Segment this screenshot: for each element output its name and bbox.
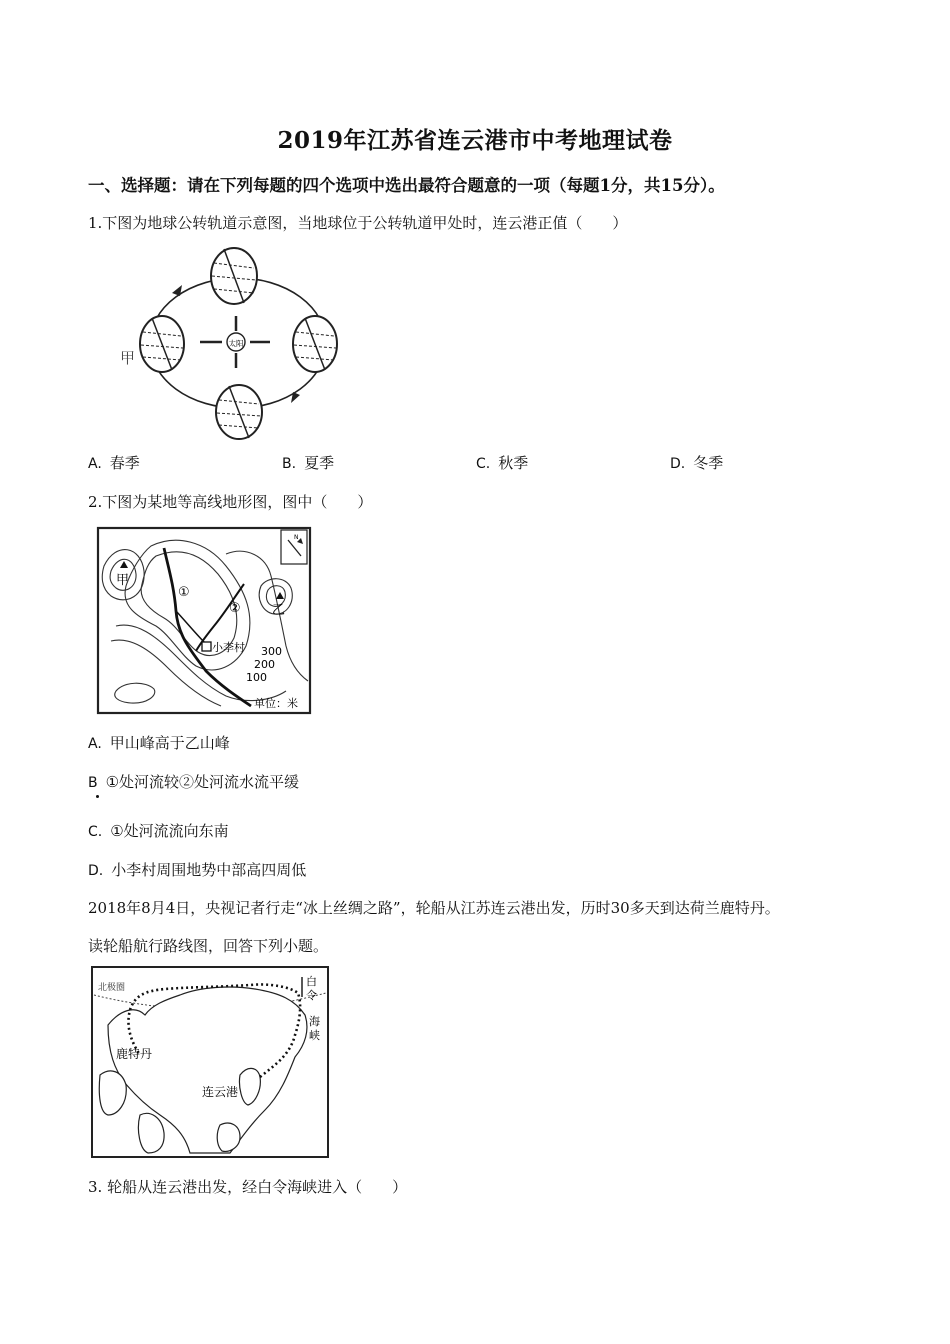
bering-label-1: 白 (306, 975, 317, 988)
earth-top (211, 248, 257, 304)
q2-option-b: B ①处河流较②处河流水流平缓 (88, 773, 300, 791)
page-title: 2019年江苏省连云港市中考地理试卷 (277, 127, 673, 154)
q1-option-a: A. 春季 (88, 454, 140, 472)
stray-dot (96, 795, 99, 798)
orbit-jia-label: 甲 (120, 349, 136, 367)
orbit-figure (110, 238, 360, 443)
q1-option-d: D. 冬季 (670, 454, 724, 472)
point-2-label: ② (229, 601, 241, 616)
lianyungang-label: 连云港 (202, 1085, 239, 1099)
question-1-stem: 1.下图为地球公转轨道示意图，当地球位于公转轨道甲处时，连云港正值（ ） (88, 214, 628, 232)
bering-label-2: 令 (306, 989, 317, 1002)
rotterdam-label: 鹿特丹 (116, 1047, 153, 1061)
earth-bottom (216, 385, 262, 439)
peak-jia-label: 甲 (116, 573, 130, 588)
contour-200: 200 (254, 658, 275, 671)
north-label: N (294, 534, 299, 541)
sun-label: 太阳 (228, 339, 244, 348)
contour-300: 300 (261, 645, 282, 658)
earth-left (140, 316, 184, 372)
unit-label: 单位：米 (254, 697, 298, 710)
bering-label-4: 峡 (309, 1029, 320, 1042)
passage-line-1: 2018年8月4日，央视记者行走“冰上丝绸之路”，轮船从江苏连云港出发，历时30多天到达荷兰鹿特丹。 (88, 899, 780, 917)
bering-label-3: 海 (309, 1015, 320, 1028)
passage-line-2: 读轮船航行路线图，回答下列小题。 (88, 937, 329, 955)
q2-option-a: A. 甲山峰高于乙山峰 (88, 734, 230, 752)
q1-option-b: B. 夏季 (282, 454, 335, 472)
q1-option-c: C. 秋季 (476, 454, 529, 472)
question-2-stem: 2.下图为某地等高线地形图，图中（ ） (88, 493, 373, 511)
section-heading: 一、选择题：请在下列每题的四个选项中选出最符合题意的一项（每题1分，共15分）。 (88, 176, 725, 195)
route-map-figure (90, 965, 332, 1165)
point-1-label: ① (178, 585, 190, 600)
arctic-circle-label: 北极圈 (98, 983, 126, 993)
village-label: 小李村 (212, 641, 245, 654)
earth-right (293, 316, 337, 372)
question-3-stem: 3. 轮船从连云港出发，经白令海峡进入（ ） (88, 1178, 408, 1196)
q2-option-c: C. ①处河流流向东南 (88, 822, 229, 840)
q2-option-d: D. 小李村周围地势中部高四周低 (88, 861, 307, 879)
peak-yi-label: 乙 (272, 603, 286, 618)
contour-map-figure (96, 526, 314, 716)
contour-100: 100 (246, 671, 267, 684)
